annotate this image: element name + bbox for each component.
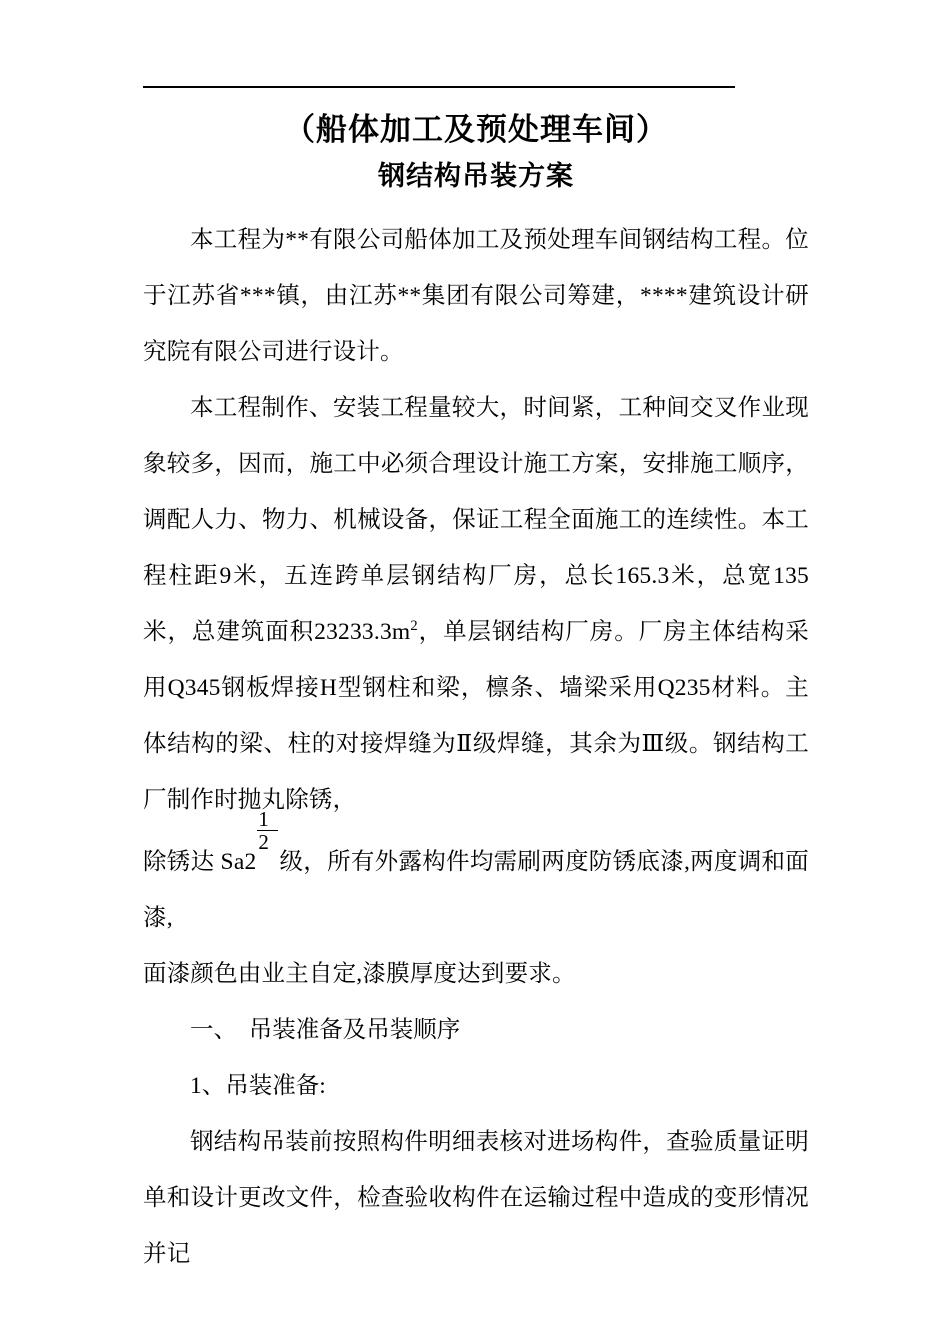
fraction-numerator: 1 xyxy=(257,808,278,831)
paragraph-construction-scope xyxy=(143,380,809,828)
document-content xyxy=(143,108,809,1282)
derusting-text-before-fraction: 除锈达 Sa2 xyxy=(143,849,257,876)
paragraph-project-overview: 本工程为**有限公司船体加工及预处理车间钢结构工程。位于江苏省***镇，由江苏**集团有限公司筹建，****建筑设计研究院有限公司进行设计。 xyxy=(143,227,809,365)
paragraph-hoisting-preparation-detail: 钢结构吊装前按照构件明细表核对进场构件，查验质量证明单和设计更改文件，检查验收构件在运输过程中造成的变形情况并记 xyxy=(143,1129,809,1268)
header-horizontal-rule xyxy=(143,86,735,88)
square-meter-superscript: 2 xyxy=(410,618,418,635)
paragraph-paint-color-line: 面漆颜色由业主自定,漆膜厚度达到要求。 xyxy=(143,961,576,988)
paragraph-construction-scope-part-2: ，单层钢结构厂房。厂房主体结构采用Q345钢板焊接H型钢柱和梁，檩条、墙梁采用Q235材料。主体结构的梁、柱的对接焊缝为Ⅱ级焊缝，其余为Ⅲ级。钢结构工厂制作时抛丸除锈， xyxy=(143,619,810,813)
one-half-fraction xyxy=(257,807,278,873)
paragraph-construction-scope-part-1: 本工程制作、安装工程量较大，时间紧，工种间交叉作业现象较多，因而，施工中必须合理设计施工方案，安排施工顺序，调配人力、物力、机械设备，保证工程全面施工的连续性。本工程柱距9米，五连跨单层钢结构厂房，总长165.3米，总宽135米，总建筑面积23233.3m xyxy=(143,395,809,645)
section-heading-one: 一、 吊装准备及吊装顺序 xyxy=(190,1017,461,1044)
derusting-text-after-fraction: 级，所有外露构件均需刷两度防锈底漆,两度调和面漆, xyxy=(143,849,809,932)
document-title-line-2: 钢结构吊装方案 xyxy=(378,161,574,191)
paragraph-derusting-fraction-line xyxy=(143,807,809,946)
document-title-line-1: （船体加工及预处理车间） xyxy=(284,112,668,147)
sub-heading-hoisting-preparation: 1、吊装准备: xyxy=(190,1073,326,1100)
fraction-denominator: 2 xyxy=(258,830,270,855)
